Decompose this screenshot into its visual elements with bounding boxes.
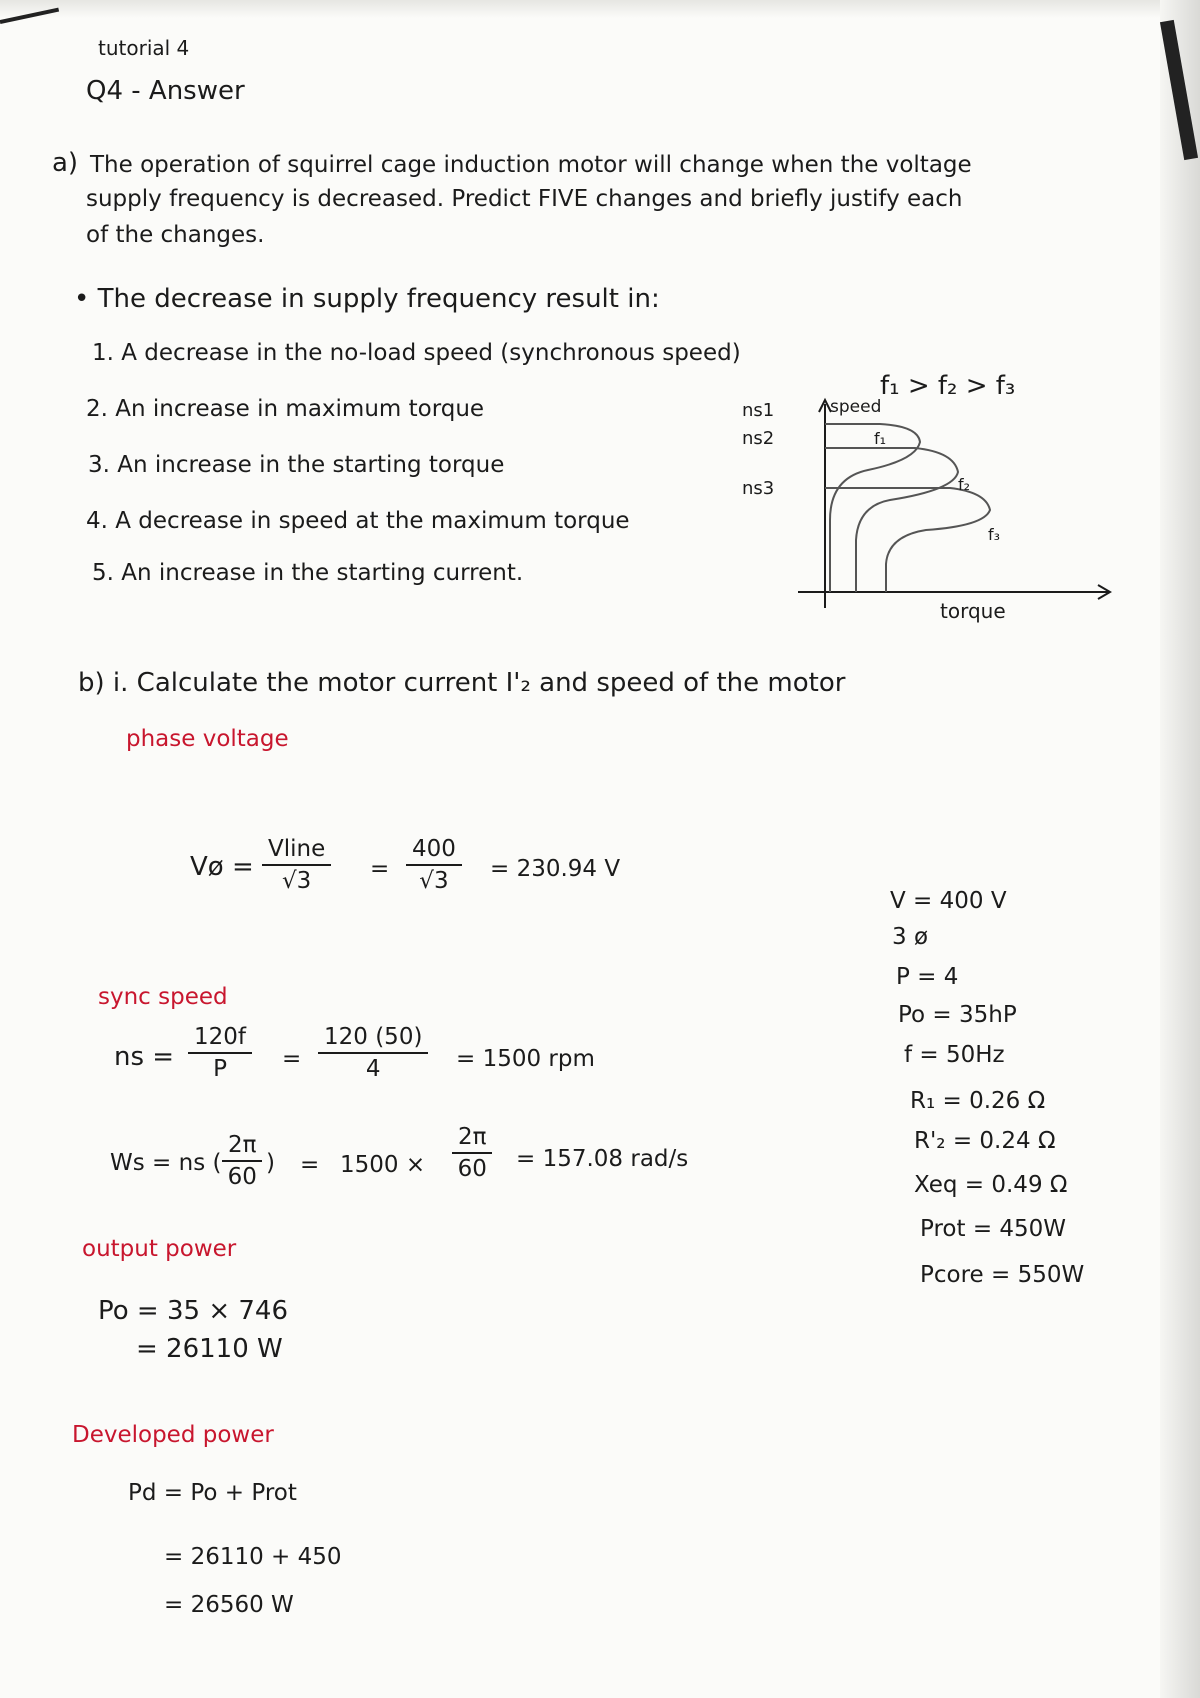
given-frequency: f = 50Hz: [904, 1042, 1005, 1068]
ns2-label: ns2: [742, 428, 775, 449]
developed-power-line-2: = 26110 + 450: [164, 1544, 342, 1570]
question-title: Q4 - Answer: [86, 76, 245, 106]
question-a-line-2: supply frequency is decreased. Predict FIVE changes and briefly justify each: [86, 186, 963, 212]
vline-numerator: Vline: [268, 836, 326, 862]
tutorial-title: tutorial 4: [98, 36, 190, 60]
part-a-label: a): [52, 148, 79, 178]
root3-denominator: √3: [419, 868, 449, 894]
x-axis-label: torque: [940, 599, 1006, 623]
given-xeq: Xeq = 0.49 Ω: [914, 1172, 1068, 1198]
2pi-over-60: [452, 1124, 492, 1182]
400-numerator: 400: [412, 836, 456, 862]
given-phase: 3 ø: [892, 924, 929, 950]
ws-close-paren: ): [266, 1150, 275, 1176]
developed-power-line-1: Pd = Po + Prot: [128, 1480, 297, 1506]
2pi-over-60: [222, 1132, 262, 1190]
sync-speed-heading: sync speed: [98, 984, 228, 1010]
question-a-line-1: The operation of squirrel cage induction motor will change when the voltage: [90, 152, 972, 178]
ns1-label: ns1: [742, 400, 775, 421]
change-item-4: 4. A decrease in speed at the maximum torque: [86, 508, 630, 534]
change-item-5: 5. An increase in the starting current.: [92, 560, 524, 586]
y-axis-label: speed: [830, 397, 882, 417]
output-power-line-2: = 26110 W: [136, 1334, 283, 1364]
phase-voltage-lhs: Vø =: [190, 852, 254, 882]
given-poles: P = 4: [896, 964, 959, 990]
change-item-3: 3. An increase in the starting torque: [88, 452, 505, 478]
developed-power-line-3: = 26560 W: [164, 1592, 294, 1618]
2pi-numerator: 2π: [228, 1132, 257, 1158]
page-edge-top: [0, 0, 1200, 18]
given-pcore: Pcore = 550W: [920, 1262, 1085, 1288]
4-denominator: 4: [365, 1056, 381, 1082]
120x50-over-4: [318, 1024, 428, 1082]
developed-power-heading: Developed power: [72, 1422, 274, 1448]
60-denominator: 60: [227, 1164, 257, 1190]
equals-sign: =: [282, 1046, 302, 1072]
ws-middle-term: 1500 ×: [340, 1152, 426, 1178]
sync-speed-lhs: ns =: [114, 1042, 175, 1072]
frequency-condition: f₁ > f₂ > f₃: [880, 371, 1016, 401]
120x50-numerator: 120 (50): [324, 1024, 423, 1050]
vline-over-root3: [262, 836, 331, 894]
ws-result: = 157.08 rad/s: [516, 1146, 689, 1172]
question-b-i: b) i. Calculate the motor current I'₂ and speed of the motor: [78, 668, 846, 698]
curve-f2-label: f₂: [958, 475, 971, 494]
120f-numerator: 120f: [194, 1024, 246, 1050]
phase-voltage-heading: phase voltage: [126, 726, 289, 752]
120f-over-p: [188, 1024, 252, 1082]
curve-f3: [825, 488, 990, 592]
given-output-power: Po = 35hP: [898, 1002, 1017, 1028]
page-edge-shadow: [1160, 0, 1200, 1698]
curve-f2: [825, 448, 958, 592]
output-power-heading: output power: [82, 1236, 237, 1262]
given-r1: R₁ = 0.26 Ω: [910, 1088, 1046, 1114]
equals-sign: =: [300, 1152, 320, 1178]
output-power-line-1: Po = 35 × 746: [98, 1296, 288, 1326]
60-denominator: 60: [457, 1156, 487, 1182]
given-r2-prime: R'₂ = 0.24 Ω: [914, 1128, 1056, 1154]
p-denominator: P: [213, 1056, 227, 1082]
changes-intro: • The decrease in supply frequency result in:: [74, 284, 660, 314]
change-item-2: 2. An increase in maximum torque: [86, 396, 485, 422]
given-prot: Prot = 450W: [920, 1216, 1067, 1242]
ws-lhs: Ws = ns (: [110, 1150, 222, 1176]
curve-f1-label: f₁: [874, 429, 887, 448]
sync-speed-result: = 1500 rpm: [456, 1046, 595, 1072]
change-item-1: 1. A decrease in the no-load speed (synchronous speed): [92, 340, 741, 366]
curve-f3-label: f₃: [988, 525, 1001, 544]
400-over-root3: [406, 836, 462, 894]
torque-speed-sketch: [740, 360, 1130, 680]
ns3-label: ns3: [742, 478, 775, 499]
2pi-numerator: 2π: [458, 1124, 487, 1150]
root3-denominator: √3: [281, 868, 312, 894]
phase-voltage-result: = 230.94 V: [490, 856, 621, 882]
equals-sign: =: [370, 856, 390, 882]
given-voltage: V = 400 V: [890, 888, 1007, 914]
question-a-line-3: of the changes.: [86, 222, 265, 248]
